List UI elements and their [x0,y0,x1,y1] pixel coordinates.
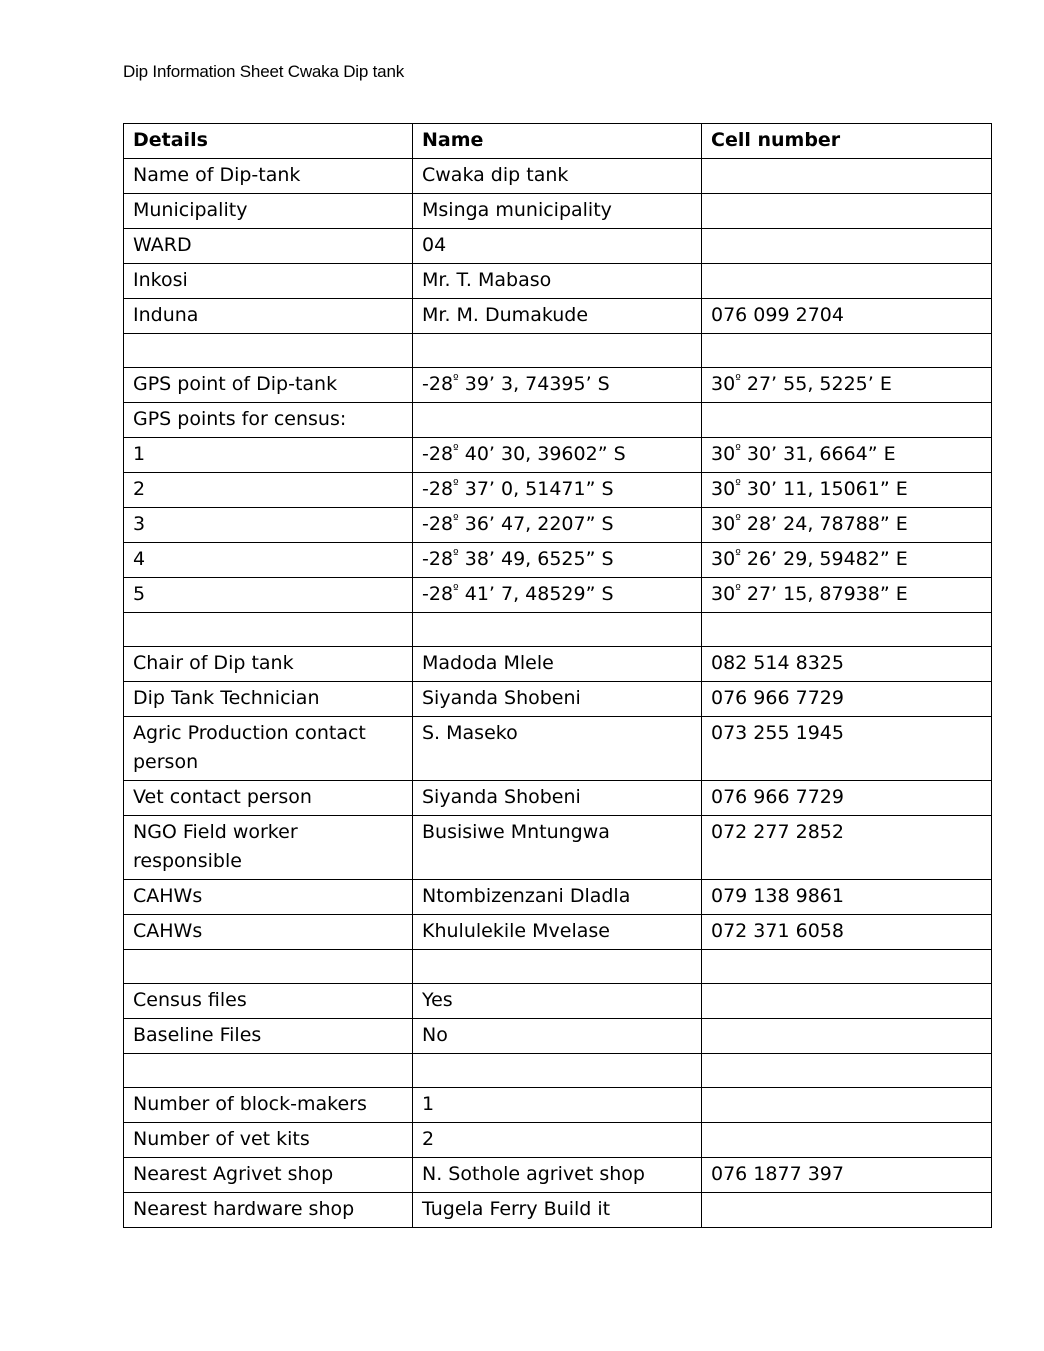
cell-number-cell: $30^º$ 30’ 31, 6664” E [702,438,992,473]
table-row [124,578,992,613]
name-cell: Madoda Mlele [413,647,702,682]
table-row [124,334,992,368]
name-cell: $-28^º$ 41’ 7, 48529” S [413,578,702,613]
degree-mark: º [735,441,741,456]
degree-mark: º [453,511,459,526]
cell-number-cell: 079 138 9861 [702,880,992,915]
document-title: Dip Information Sheet Cwaka Dip tank [123,62,404,81]
details-cell: WARD [124,229,413,264]
header-cell-number: Cell number [702,124,992,159]
table-row [124,229,992,264]
name-cell: Ntombizenzani Dladla [413,880,702,915]
name-cell: Siyanda Shobeni [413,781,702,816]
details-cell [124,1054,413,1088]
name-cell: 04 [413,229,702,264]
details-cell: Chair of Dip tank [124,647,413,682]
details-cell: Nearest Agrivet shop [124,1158,413,1193]
table-header-row [124,124,992,159]
cell-number-cell [702,1019,992,1054]
details-cell: Inkosi [124,264,413,299]
cell-number-cell: 072 277 2852 [702,816,992,880]
name-cell: $-28^º$ 36’ 47, 2207” S [413,508,702,543]
details-cell: Number of vet kits [124,1123,413,1158]
degree-mark: º [453,546,459,561]
table-row [124,1088,992,1123]
cell-number-cell: 082 514 8325 [702,647,992,682]
table-row [124,1019,992,1054]
table-row [124,880,992,915]
name-cell [413,403,702,438]
degree-mark: º [735,581,741,596]
details-cell: Induna [124,299,413,334]
degree-mark: º [453,371,459,386]
details-cell: Dip Tank Technician [124,682,413,717]
table-row [124,508,992,543]
cell-number-cell: $30^º$ 28’ 24, 78788” E [702,508,992,543]
table-row [124,1193,992,1228]
cell-number-cell [702,229,992,264]
table-row [124,781,992,816]
details-cell: 1 [124,438,413,473]
table-row [124,473,992,508]
degree-mark: º [453,581,459,596]
cell-number-cell: 076 1877 397 [702,1158,992,1193]
table-row [124,403,992,438]
degree-mark: º [735,511,741,526]
cell-number-cell: 076 966 7729 [702,682,992,717]
details-cell: Census files [124,984,413,1019]
name-cell: N. Sothole agrivet shop [413,1158,702,1193]
cell-number-cell: $30^º$ 30’ 11, 15061” E [702,473,992,508]
name-cell [413,613,702,647]
table-row [124,1054,992,1088]
name-cell: $-28^º$ 39’ 3, 74395’ S [413,368,702,403]
name-cell: Khululekile Mvelase [413,915,702,950]
cell-number-cell [702,334,992,368]
name-cell: No [413,1019,702,1054]
degree-mark: º [735,371,741,386]
table-row [124,647,992,682]
cell-number-cell [702,1123,992,1158]
table-row [124,543,992,578]
degree-mark: º [453,476,459,491]
table-row [124,299,992,334]
details-cell: 2 [124,473,413,508]
header-details: Details [124,124,413,159]
table-row [124,816,992,880]
name-cell: $-28^º$ 37’ 0, 51471” S [413,473,702,508]
cell-number-cell [702,1193,992,1228]
name-cell: 2 [413,1123,702,1158]
name-cell: S. Maseko [413,717,702,781]
details-cell: Name of Dip-tank [124,159,413,194]
name-cell [413,1054,702,1088]
cell-number-cell: $30^º$ 27’ 55, 5225’ E [702,368,992,403]
name-cell: $-28^º$ 38’ 49, 6525” S [413,543,702,578]
cell-number-cell [702,194,992,229]
cell-number-cell [702,159,992,194]
dip-information-table [123,123,992,1228]
cell-number-cell: $30^º$ 26’ 29, 59482” E [702,543,992,578]
details-cell: Number of block-makers [124,1088,413,1123]
cell-number-cell: 076 966 7729 [702,781,992,816]
details-cell: Vet contact person [124,781,413,816]
details-cell: GPS point of Dip-tank [124,368,413,403]
details-cell: Municipality [124,194,413,229]
header-name: Name [413,124,702,159]
name-cell: Tugela Ferry Build it [413,1193,702,1228]
name-cell [413,334,702,368]
cell-number-cell [702,1088,992,1123]
details-cell: 3 [124,508,413,543]
table-row [124,717,992,781]
details-cell [124,613,413,647]
details-cell [124,950,413,984]
table-row [124,613,992,647]
table-row [124,264,992,299]
name-cell: Mr. T. Mabaso [413,264,702,299]
name-cell: Yes [413,984,702,1019]
cell-number-cell [702,613,992,647]
cell-number-cell: 073 255 1945 [702,717,992,781]
name-cell: $-28^º$ 40’ 30, 39602” S [413,438,702,473]
name-cell: Siyanda Shobeni [413,682,702,717]
table-row [124,159,992,194]
name-cell: Busisiwe Mntungwa [413,816,702,880]
details-cell: Nearest hardware shop [124,1193,413,1228]
details-cell: 5 [124,578,413,613]
details-cell: GPS points for census: [124,403,413,438]
details-cell [124,334,413,368]
table-row [124,915,992,950]
details-cell: Agric Production contact person [124,717,413,781]
details-cell: CAHWs [124,880,413,915]
name-cell [413,950,702,984]
table-row [124,682,992,717]
name-cell: Mr. M. Dumakude [413,299,702,334]
cell-number-cell [702,1054,992,1088]
cell-number-cell [702,950,992,984]
table-row [124,368,992,403]
cell-number-cell [702,403,992,438]
details-cell: CAHWs [124,915,413,950]
table-row [124,194,992,229]
cell-number-cell: 072 371 6058 [702,915,992,950]
table-row [124,1123,992,1158]
details-cell: 4 [124,543,413,578]
details-cell: Baseline Files [124,1019,413,1054]
cell-number-cell [702,264,992,299]
table-row [124,950,992,984]
degree-mark: º [735,476,741,491]
details-cell: NGO Field worker responsible [124,816,413,880]
name-cell: Cwaka dip tank [413,159,702,194]
table-row [124,1158,992,1193]
cell-number-cell: $30^º$ 27’ 15, 87938” E [702,578,992,613]
name-cell: Msinga municipality [413,194,702,229]
name-cell: 1 [413,1088,702,1123]
table-row [124,438,992,473]
cell-number-cell [702,984,992,1019]
cell-number-cell: 076 099 2704 [702,299,992,334]
degree-mark: º [453,441,459,456]
degree-mark: º [735,546,741,561]
table-row [124,984,992,1019]
